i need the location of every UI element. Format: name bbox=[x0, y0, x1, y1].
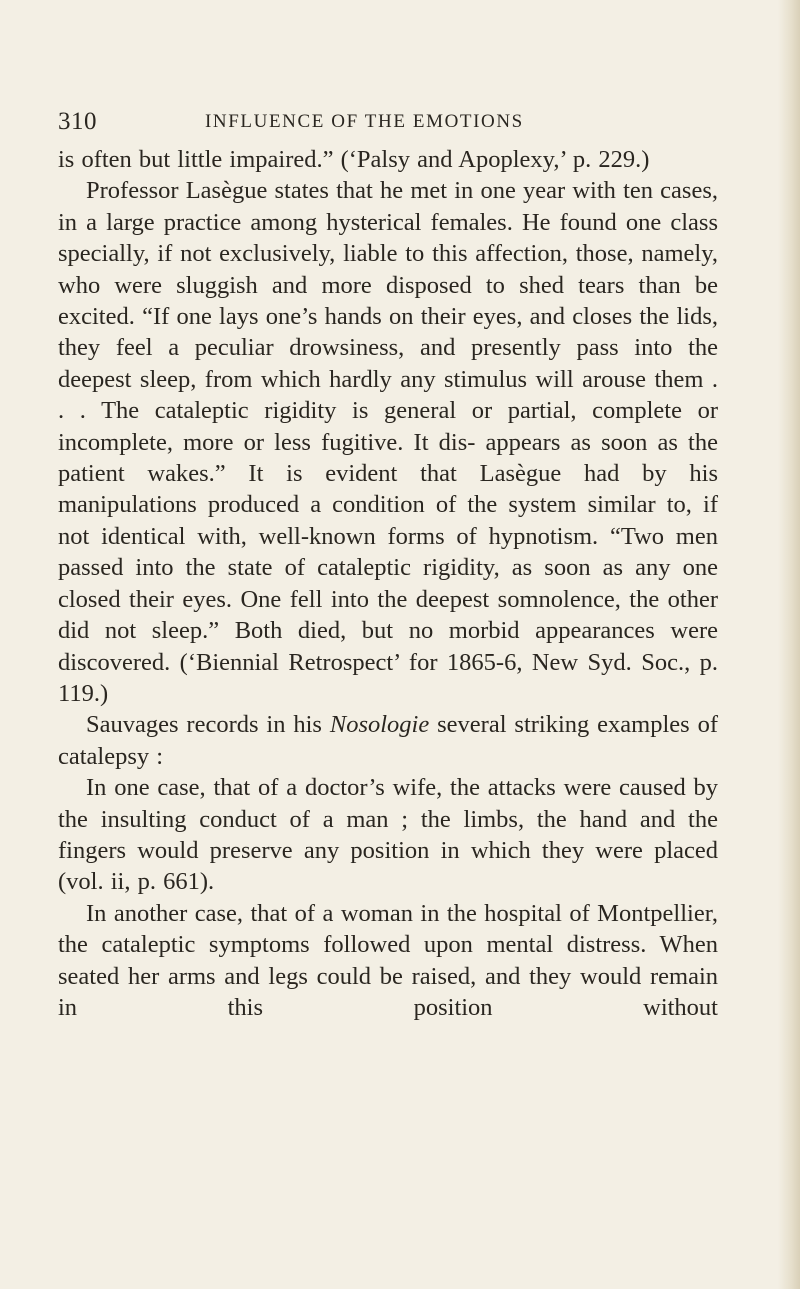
book-title-nosologie: Nosologie bbox=[329, 711, 430, 739]
page-number: 310 bbox=[58, 108, 97, 135]
paragraph-doctors-wife: In one case, that of a doctor’s wife, the attacks were caused by the insulting conduct of a man ; the limbs, the hand and the fingers would preserve any position in which they were placed (vol. ii, p. 661). bbox=[58, 774, 718, 896]
paragraph-montpellier: In another case, that of a woman in the hospital of Montpellier, the cataleptic symptoms followed upon mental distress. When seated her arms and legs could be raised, and they would remain in this position without bbox=[58, 899, 718, 1021]
page-header bbox=[58, 108, 718, 138]
paragraph-sauvages-tail: several striking examples of catalepsy : bbox=[58, 711, 718, 770]
running-head: INFLUENCE OF THE EMOTIONS bbox=[205, 111, 524, 132]
body-text bbox=[58, 144, 718, 1023]
paragraph-sauvages-lead: Sauvages records in his bbox=[86, 711, 330, 739]
paragraph-continuation: is often but little impaired.” (‘Palsy and Apoplexy,’ p. 229.) bbox=[58, 146, 650, 173]
paragraph-lasegue: Professor Lasègue states that he met in one year with ten cases, in a large practice among hysterical females. He found one class specially, if not exclusively, liable to this affection, those, namely, who were sluggish and more disposed to shed tears than be excited. “If one lays one’s hands on their eyes, and closes the lids, they feel a peculiar drowsiness, and presently pass into the deepest sleep, from which hardly any stimulus will arouse them . . . The cataleptic rigidity is general or partial, complete or incomplete, more or less fugitive. It dis- appears as soon as the patient wakes.” It is evident that Lasègue had by his manipulations produced a condition of the system similar to, if not identical with, well-known forms of hypnotism. “Two men passed into the state of cataleptic rigidity, as soon as any one closed their eyes. One fell into the deepest somnolence, the other did not sleep.” Both died, but no morbid appearances were discovered. (‘Biennial Retrospect’ for 1865-6, New Syd. Soc., p. 119.) bbox=[58, 177, 718, 707]
page-edge bbox=[778, 0, 800, 1289]
paragraph-sauvages bbox=[58, 709, 718, 772]
